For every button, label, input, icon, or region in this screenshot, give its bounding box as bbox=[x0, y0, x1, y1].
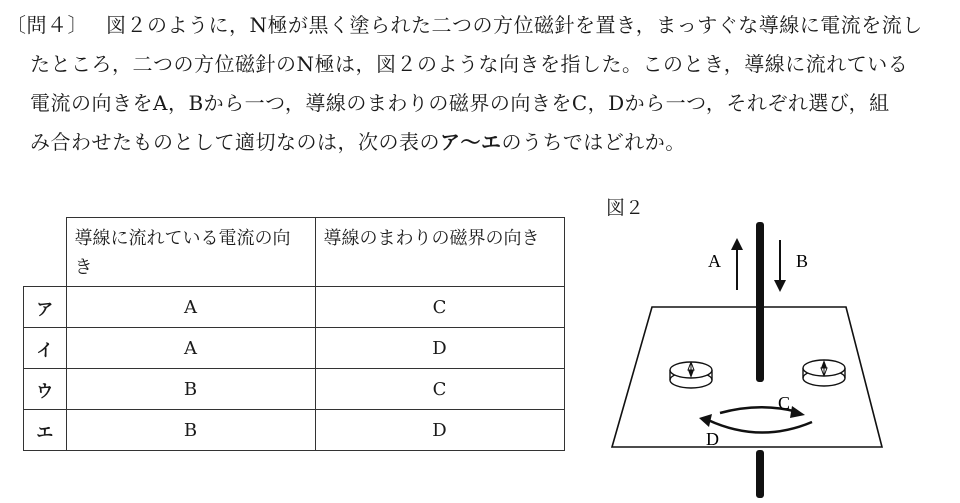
table-header-row bbox=[24, 218, 565, 287]
cell-current: B bbox=[66, 369, 315, 410]
cell-field: D bbox=[315, 328, 564, 369]
compass-right-icon bbox=[803, 360, 845, 386]
label-c: C bbox=[778, 393, 791, 413]
question-line-2: たところ，二つの方位磁針のN極は，図２のような向きを指した。このとき，導線に流れている bbox=[30, 52, 909, 76]
label-b: B bbox=[796, 251, 809, 271]
header-current-direction: 導線に流れている電流の向き bbox=[66, 218, 315, 287]
question-line-1: 〔問４〕 図２のように，N極が黒く塗られた二つの方位磁針を置き，まっすぐな導線に電流を流し bbox=[6, 13, 923, 37]
answer-table bbox=[23, 217, 565, 451]
table-row bbox=[24, 410, 565, 451]
cell-current: A bbox=[66, 287, 315, 328]
wire-lower bbox=[756, 450, 764, 498]
row-label: ア bbox=[24, 287, 67, 328]
cell-current: A bbox=[66, 328, 315, 369]
cell-current: B bbox=[66, 410, 315, 451]
label-d: D bbox=[706, 429, 719, 449]
table-corner-cell bbox=[24, 218, 67, 287]
compass-left-icon bbox=[670, 362, 712, 388]
row-label: エ bbox=[24, 410, 67, 451]
table-row bbox=[24, 369, 565, 410]
figure-title: 図２ bbox=[606, 197, 645, 219]
cell-field: C bbox=[315, 287, 564, 328]
table-row bbox=[24, 287, 565, 328]
table-row bbox=[24, 328, 565, 369]
arrow-down-icon bbox=[774, 240, 786, 292]
question-text bbox=[6, 6, 954, 162]
cell-field: C bbox=[315, 369, 564, 410]
wire-upper bbox=[756, 222, 764, 382]
row-label: ウ bbox=[24, 369, 67, 410]
row-label: イ bbox=[24, 328, 67, 369]
arrow-up-icon bbox=[731, 238, 743, 290]
question-line-3: 電流の向きをA，Bから一つ，導線のまわりの磁界の向きをC，Dから一つ，それぞれ選び，組 bbox=[30, 91, 890, 115]
choice-range: ア～エ bbox=[440, 130, 502, 154]
cell-field: D bbox=[315, 410, 564, 451]
label-a: A bbox=[708, 251, 721, 271]
figure-2-diagram bbox=[600, 210, 900, 500]
question-line-4: み合わせたものとして適切なのは，次の表のア～エのうちではどれか。 bbox=[30, 130, 686, 154]
header-field-direction: 導線のまわりの磁界の向き bbox=[315, 218, 564, 287]
question-number: 〔問４〕 bbox=[6, 13, 88, 37]
